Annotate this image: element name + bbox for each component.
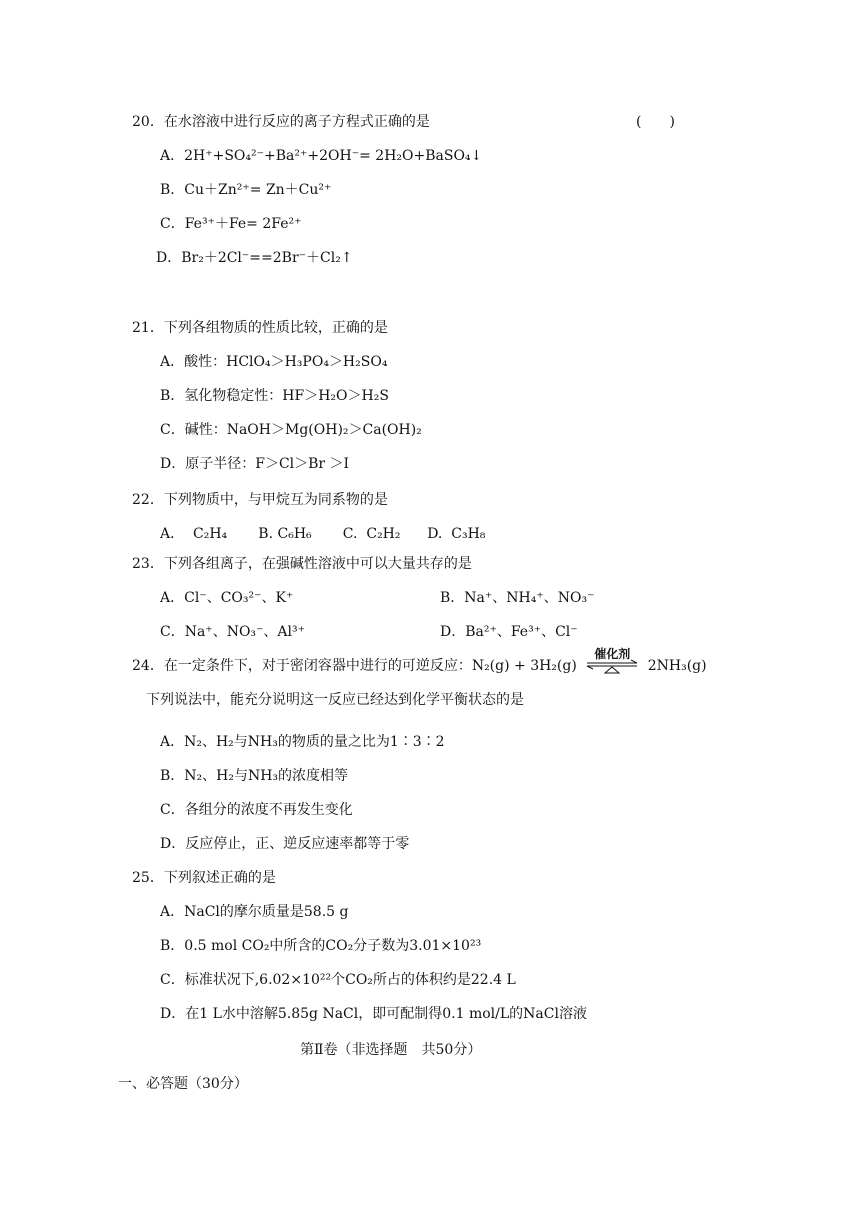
- q25-option-c: C．标准状况下,6.02×10²²个CO₂所占的体积约是22.4 L: [160, 972, 516, 988]
- q23-option-a: A．Cl⁻、CO₃²⁻、K⁺: [160, 590, 294, 606]
- q22-options: A． C₂H₄ B. C₆H₆ C. C₂H₂ D. C₃H₈: [160, 526, 486, 542]
- q20-option-d: D．Br₂＋2Cl⁻==2Br⁻＋Cl₂↑: [156, 250, 353, 266]
- q25-option-a: A．NaCl的摩尔质量是58.5 g: [160, 904, 349, 920]
- section-title: 第Ⅱ卷（非选择题 共50分）: [300, 1042, 482, 1058]
- q20-answer-blank: ( ): [636, 114, 675, 130]
- q23-stem: 23．下列各组离子，在强碱性溶液中可以大量共存的是: [132, 556, 472, 572]
- subsection-title: 一、必答题（30分）: [118, 1076, 248, 1092]
- q24-option-c: C．各组分的浓度不再发生变化: [160, 802, 353, 818]
- q21-stem: 21．下列各组物质的性质比较，正确的是: [132, 320, 388, 336]
- q24-stem-right: 2NH₃(g): [647, 658, 707, 674]
- catalyst-equilibrium-arrow: [583, 647, 641, 676]
- q24-option-b: B．N₂、H₂与NH₃的浓度相等: [160, 768, 349, 784]
- q20-option-a: A．2H⁺+SO₄²⁻+Ba²⁺+2OH⁻= 2H₂O+BaSO₄↓: [160, 148, 483, 164]
- q24-stem: [132, 647, 707, 676]
- q23-option-b: B．Na⁺、NH₄⁺、NO₃⁻: [440, 590, 595, 606]
- q23-option-d: D．Ba²⁺、Fe³⁺、Cl⁻: [440, 624, 578, 640]
- q24-option-a: A．N₂、H₂与NH₃的物质的量之比为1∶3∶2: [160, 734, 445, 750]
- q25-option-b: B．0.5 mol CO₂中所含的CO₂分子数为3.01×10²³: [160, 938, 482, 954]
- reversible-arrow-icon: [583, 656, 641, 676]
- q21-option-a: A．酸性：HClO₄＞H₃PO₄＞H₂SO₄: [160, 354, 388, 370]
- q22-stem: 22．下列物质中，与甲烷互为同系物的是: [132, 492, 388, 508]
- q20-option-c: C．Fe³⁺＋Fe= 2Fe²⁺: [160, 216, 302, 232]
- q24-stem-left: 24．在一定条件下，对于密闭容器中进行的可逆反应：N₂(g) + 3H₂(g): [132, 658, 577, 674]
- q20-stem: 20．在水溶液中进行反应的离子方程式正确的是: [132, 114, 430, 130]
- catalyst-label: 催化剂: [594, 647, 631, 661]
- q24-stem-line2: 下列说法中，能充分说明这一反应已经达到化学平衡状态的是: [146, 692, 524, 708]
- q24-option-d: D．反应停止，正、逆反应速率都等于零: [160, 836, 410, 852]
- q23-option-c: C．Na⁺、NO₃⁻、Al³⁺: [160, 624, 306, 640]
- q21-option-d: D．原子半径：F＞Cl＞Br ＞I: [160, 456, 350, 472]
- q25-stem: 25．下列叙述正确的是: [132, 870, 276, 886]
- q25-option-d: D．在1 L水中溶解5.85g NaCl，即可配制得0.1 mol/L的NaCl溶液: [160, 1006, 587, 1022]
- q21-option-b: B．氢化物稳定性：HF＞H₂O＞H₂S: [160, 388, 389, 404]
- q21-option-c: C．碱性：NaOH＞Mg(OH)₂＞Ca(OH)₂: [160, 422, 422, 438]
- q20-option-b: B．Cu＋Zn²⁺= Zn＋Cu²⁺: [160, 182, 332, 198]
